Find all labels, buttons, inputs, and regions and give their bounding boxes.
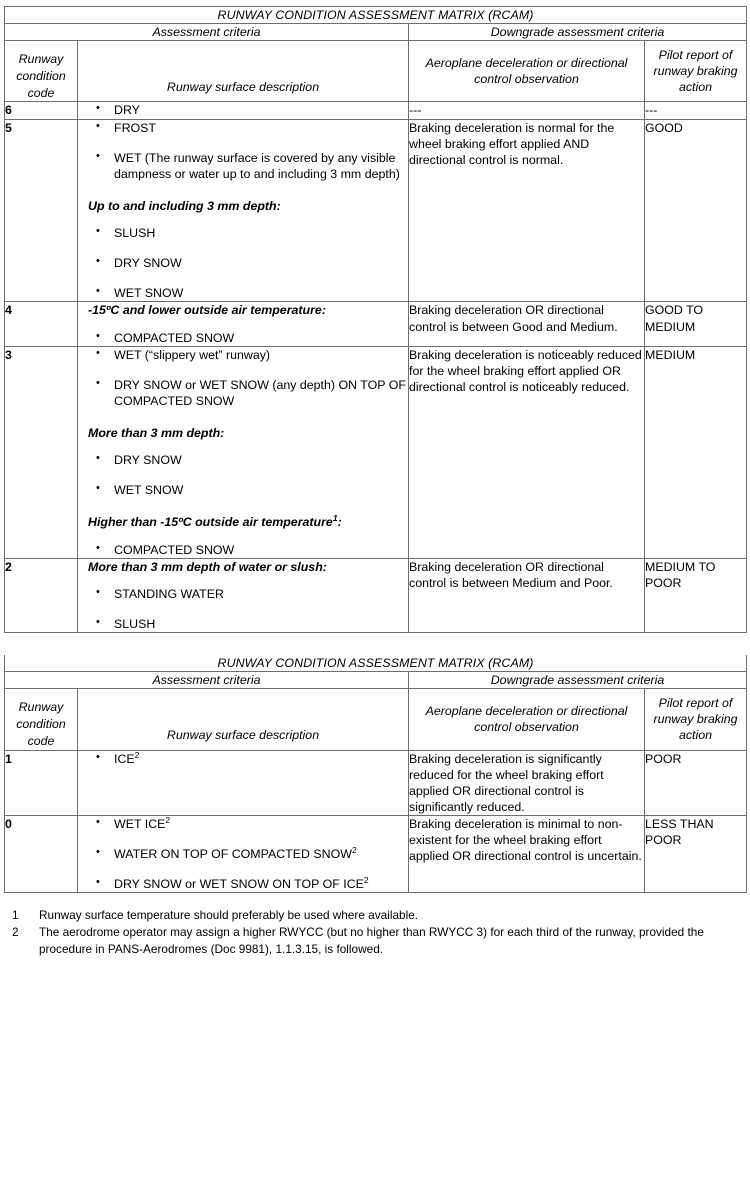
footnotes xyxy=(4,907,746,957)
table-column-header-row xyxy=(5,41,747,102)
surface-bullet-item: • DRY SNOW xyxy=(78,452,408,468)
spacer xyxy=(78,271,408,285)
runway-surface-description-cell xyxy=(78,119,409,302)
aeroplane-deceleration-cell: Braking deceleration is normal for the wheel braking effort applied AND directional control is normal. xyxy=(409,119,645,302)
page-title: RUNWAY CONDITION ASSESSMENT MATRIX (RCAM) xyxy=(5,7,747,24)
table-title-row-2 xyxy=(5,655,747,672)
column-header-runway-condition-code-2: Runway condition code xyxy=(5,689,78,750)
pilot-report-cell: --- xyxy=(645,102,747,119)
surface-condition-heading: More than 3 mm depth of water or slush: xyxy=(88,559,327,574)
runway-condition-code-cell: 2 xyxy=(5,558,78,632)
surface-bullet-item: • DRY SNOW or WET SNOW (any depth) ON TOP OF COMPACTED SNOW xyxy=(78,377,408,409)
footnote-text: Runway surface temperature should preferably be used where available. xyxy=(39,908,419,923)
spacer xyxy=(78,136,408,150)
table-title-row xyxy=(5,7,747,24)
spacer xyxy=(78,575,408,586)
column-header-runway-condition-code: Runway condition code xyxy=(5,41,78,102)
runway-surface-description-cell xyxy=(78,750,409,816)
footnote-marker: 2 xyxy=(165,814,171,825)
group-assessment-criteria-2: Assessment criteria xyxy=(5,672,409,689)
spacer xyxy=(78,468,408,482)
surface-bullet-item: • DRY xyxy=(78,102,408,118)
rcam-table-part1 xyxy=(4,6,747,633)
aeroplane-deceleration-cell: Braking deceleration is minimal to non-existent for the wheel braking effort applied OR directional control is uncertain. xyxy=(409,816,645,893)
footnote-marker: 2 xyxy=(134,749,140,760)
surface-condition-heading: More than 3 mm depth: xyxy=(88,426,225,441)
table-column-header-row-2 xyxy=(5,689,747,750)
surface-bullet-item: • DRY SNOW xyxy=(78,255,408,271)
runway-condition-code-cell: 3 xyxy=(5,346,78,558)
surface-bullet-item: • SLUSH xyxy=(78,225,408,241)
spacer xyxy=(78,602,408,616)
table-row xyxy=(5,302,747,346)
surface-bullet-item: • WET (“slippery wet” runway) xyxy=(78,347,408,363)
runway-condition-code-cell: 6 xyxy=(5,102,78,119)
pilot-report-cell: GOOD xyxy=(645,119,747,302)
table-separator xyxy=(4,633,746,655)
footnote-number: 2 xyxy=(12,925,19,940)
surface-bullet-item: • COMPACTED SNOW xyxy=(78,330,408,346)
spacer xyxy=(78,441,408,452)
footnote-number: 1 xyxy=(12,908,19,923)
pilot-report-cell: LESS THAN POOR xyxy=(645,816,747,893)
table-row xyxy=(5,119,747,302)
page-title-2: RUNWAY CONDITION ASSESSMENT MATRIX (RCAM) xyxy=(5,655,747,672)
table-row xyxy=(5,750,747,816)
spacer xyxy=(78,241,408,255)
footnote-marker: 2 xyxy=(351,845,357,856)
spacer xyxy=(78,531,408,542)
surface-condition-heading: Higher than -15ºC outside air temperature$^1$: xyxy=(88,513,342,530)
surface-bullet-item: • SLUSH xyxy=(78,616,408,632)
spacer xyxy=(78,409,408,425)
table-row xyxy=(5,816,747,893)
spacer xyxy=(78,498,408,514)
spacer xyxy=(78,214,408,225)
runway-surface-description-cell xyxy=(78,102,409,119)
table-row xyxy=(5,102,747,119)
surface-bullet-item: • WET (The runway surface is covered by any visible dampness or water up to and including 3 mm depth) xyxy=(78,150,408,182)
spacer xyxy=(78,182,408,198)
surface-bullet-item: • ICE$^2$ xyxy=(78,751,408,767)
footnote-text: The aerodrome operator may assign a higher RWYCC (but no higher than RWYCC 3) for each third of the runway, provided the procedure in PANS-Aerodromes (Doc 9981), 1.1.3.15, is followed. xyxy=(39,925,704,956)
surface-bullet-item: • COMPACTED SNOW xyxy=(78,542,408,558)
aeroplane-deceleration-cell: --- xyxy=(409,102,645,119)
pilot-report-cell: MEDIUM xyxy=(645,346,747,558)
column-header-runway-surface-description: Runway surface description xyxy=(78,41,409,102)
aeroplane-deceleration-cell: Braking deceleration is noticeably reduced for the wheel braking effort applied OR directional control is noticeably reduced. xyxy=(409,346,645,558)
group-assessment-criteria: Assessment criteria xyxy=(5,24,409,41)
column-header-runway-surface-description-2: Runway surface description xyxy=(78,689,409,750)
surface-bullet-item: • STANDING WATER xyxy=(78,586,408,602)
rcam-table-part2 xyxy=(4,655,747,893)
surface-bullet-item: • WET SNOW xyxy=(78,482,408,498)
runway-condition-code-cell: 5 xyxy=(5,119,78,302)
column-header-pilot-report-2: Pilot report of runway braking action xyxy=(645,689,747,750)
table-row xyxy=(5,558,747,632)
runway-surface-description-cell xyxy=(78,346,409,558)
spacer xyxy=(78,319,408,330)
runway-surface-description-cell xyxy=(78,302,409,346)
pilot-report-cell: POOR xyxy=(645,750,747,816)
surface-bullet-item: • WET ICE$^2$ xyxy=(78,816,408,832)
aeroplane-deceleration-cell: Braking deceleration OR directional control is between Good and Medium. xyxy=(409,302,645,346)
spacer xyxy=(78,832,408,846)
aeroplane-deceleration-cell: Braking deceleration is significantly reduced for the wheel braking effort applied OR directional control is significantly reduced. xyxy=(409,750,645,816)
runway-surface-description-cell xyxy=(78,558,409,632)
table-group-header-row xyxy=(5,24,747,41)
table-group-header-row-2 xyxy=(5,672,747,689)
table-row xyxy=(5,346,747,558)
runway-surface-description-cell xyxy=(78,816,409,893)
surface-condition-heading: -15ºC and lower outside air temperature: xyxy=(88,303,326,318)
spacer xyxy=(78,862,408,876)
column-header-aeroplane-deceleration: Aeroplane deceleration or directional control observation xyxy=(409,41,645,102)
runway-condition-code-cell: 4 xyxy=(5,302,78,346)
runway-condition-code-cell: 0 xyxy=(5,816,78,893)
pilot-report-cell: GOOD TO MEDIUM xyxy=(645,302,747,346)
surface-bullet-item: • FROST xyxy=(78,120,408,136)
surface-bullet-item: • WATER ON TOP OF COMPACTED SNOW$^2$ xyxy=(78,846,408,862)
footnote-row xyxy=(12,907,746,924)
surface-bullet-item: • DRY SNOW or WET SNOW ON TOP OF ICE$^2$ xyxy=(78,876,408,892)
surface-bullet-item: • WET SNOW xyxy=(78,285,408,301)
group-downgrade-criteria: Downgrade assessment criteria xyxy=(409,24,747,41)
column-header-aeroplane-deceleration-2: Aeroplane deceleration or directional control observation xyxy=(409,689,645,750)
footnote-marker: 1 xyxy=(332,513,338,524)
pilot-report-cell: MEDIUM TO POOR xyxy=(645,558,747,632)
footnote-row xyxy=(12,924,746,958)
group-downgrade-criteria-2: Downgrade assessment criteria xyxy=(409,672,747,689)
surface-condition-heading: Up to and including 3 mm depth: xyxy=(88,198,281,213)
spacer xyxy=(78,363,408,377)
runway-condition-code-cell: 1 xyxy=(5,750,78,816)
column-header-pilot-report: Pilot report of runway braking action xyxy=(645,41,747,102)
aeroplane-deceleration-cell: Braking deceleration OR directional control is between Medium and Poor. xyxy=(409,558,645,632)
footnote-marker: 2 xyxy=(363,875,369,886)
